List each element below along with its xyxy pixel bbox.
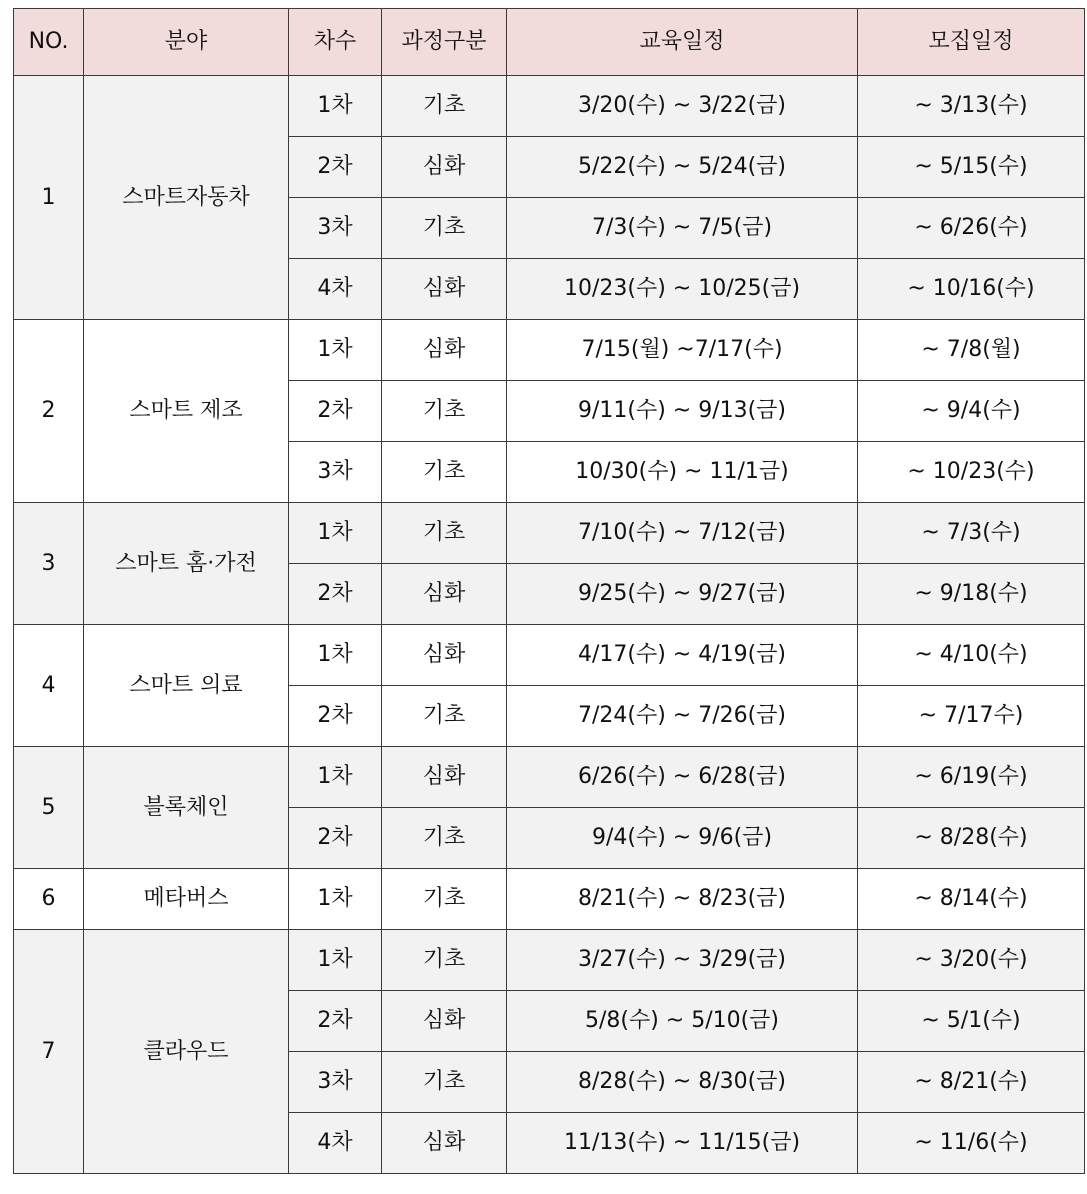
course-type-cell: 심화 [382,137,507,198]
course-type-cell: 심화 [382,625,507,686]
round-cell: 1차 [289,76,382,137]
round-cell: 2차 [289,564,382,625]
round-cell: 3차 [289,1052,382,1113]
education-schedule-cell: 9/4(수) ~ 9/6(금) [507,808,858,869]
course-type-cell: 심화 [382,991,507,1052]
recruitment-schedule-cell: ~ 7/17수) [858,686,1085,747]
course-type-cell: 기초 [382,76,507,137]
table-row [14,869,1085,930]
table-row [14,76,1085,137]
round-cell: 4차 [289,259,382,320]
field-cell: 스마트 의료 [84,625,289,747]
round-cell: 2차 [289,991,382,1052]
recruitment-schedule-cell: ~ 9/18(수) [858,564,1085,625]
education-schedule-cell: 3/27(수) ~ 3/29(금) [507,930,858,991]
header-recruitment-schedule: 모집일정 [858,9,1085,76]
header-course-type: 과정구분 [382,9,507,76]
education-schedule-cell: 6/26(수) ~ 6/28(금) [507,747,858,808]
course-type-cell: 심화 [382,564,507,625]
no-cell: 5 [14,747,84,869]
education-schedule-cell: 4/17(수) ~ 4/19(금) [507,625,858,686]
table-header [14,9,1085,76]
education-schedule-cell: 8/28(수) ~ 8/30(금) [507,1052,858,1113]
table-row [14,503,1085,564]
course-type-cell: 심화 [382,320,507,381]
recruitment-schedule-cell: ~ 6/26(수) [858,198,1085,259]
round-cell: 1차 [289,625,382,686]
education-schedule-cell: 10/23(수) ~ 10/25(금) [507,259,858,320]
round-cell: 1차 [289,930,382,991]
course-type-cell: 심화 [382,259,507,320]
round-cell: 2차 [289,381,382,442]
recruitment-schedule-cell: ~ 7/3(수) [858,503,1085,564]
header-no: NO. [14,9,84,76]
education-schedule-cell: 11/13(수) ~ 11/15(금) [507,1113,858,1174]
course-type-cell: 기초 [382,808,507,869]
round-cell: 3차 [289,198,382,259]
course-type-cell: 기초 [382,869,507,930]
no-cell: 6 [14,869,84,930]
recruitment-schedule-cell: ~ 3/20(수) [858,930,1085,991]
table-row [14,747,1085,808]
recruitment-schedule-cell: ~ 10/23(수) [858,442,1085,503]
header-education-schedule: 교육일정 [507,9,858,76]
table-row [14,625,1085,686]
course-type-cell: 기초 [382,930,507,991]
course-type-cell: 기초 [382,381,507,442]
education-schedule-cell: 7/10(수) ~ 7/12(금) [507,503,858,564]
course-type-cell: 기초 [382,442,507,503]
no-cell: 4 [14,625,84,747]
recruitment-schedule-cell: ~ 5/15(수) [858,137,1085,198]
table-row [14,930,1085,991]
schedule-table-wrapper [13,8,1084,1174]
education-schedule-cell: 9/11(수) ~ 9/13(금) [507,381,858,442]
course-type-cell: 심화 [382,747,507,808]
round-cell: 3차 [289,442,382,503]
course-type-cell: 기초 [382,1052,507,1113]
field-cell: 스마트자동차 [84,76,289,320]
recruitment-schedule-cell: ~ 8/28(수) [858,808,1085,869]
education-schedule-cell: 5/8(수) ~ 5/10(금) [507,991,858,1052]
education-schedule-cell: 7/3(수) ~ 7/5(금) [507,198,858,259]
field-cell: 스마트 홈·가전 [84,503,289,625]
recruitment-schedule-cell: ~ 9/4(수) [858,381,1085,442]
round-cell: 1차 [289,320,382,381]
no-cell: 1 [14,76,84,320]
education-schedule-cell: 3/20(수) ~ 3/22(금) [507,76,858,137]
course-type-cell: 기초 [382,503,507,564]
round-cell: 1차 [289,747,382,808]
education-schedule-cell: 9/25(수) ~ 9/27(금) [507,564,858,625]
round-cell: 1차 [289,869,382,930]
field-cell: 스마트 제조 [84,320,289,503]
no-cell: 3 [14,503,84,625]
education-schedule-cell: 10/30(수) ~ 11/1금) [507,442,858,503]
education-schedule-cell: 5/22(수) ~ 5/24(금) [507,137,858,198]
recruitment-schedule-cell: ~ 5/1(수) [858,991,1085,1052]
field-cell: 클라우드 [84,930,289,1174]
no-cell: 7 [14,930,84,1174]
no-cell: 2 [14,320,84,503]
field-cell: 메타버스 [84,869,289,930]
education-schedule-cell: 7/24(수) ~ 7/26(금) [507,686,858,747]
round-cell: 4차 [289,1113,382,1174]
course-type-cell: 기초 [382,198,507,259]
round-cell: 1차 [289,503,382,564]
header-round: 차수 [289,9,382,76]
table-row [14,320,1085,381]
table-body [14,76,1085,1174]
round-cell: 2차 [289,137,382,198]
recruitment-schedule-cell: ~ 4/10(수) [858,625,1085,686]
recruitment-schedule-cell: ~ 8/21(수) [858,1052,1085,1113]
recruitment-schedule-cell: ~ 8/14(수) [858,869,1085,930]
course-type-cell: 기초 [382,686,507,747]
round-cell: 2차 [289,686,382,747]
course-type-cell: 심화 [382,1113,507,1174]
training-schedule-table [13,8,1085,1174]
recruitment-schedule-cell: ~ 7/8(월) [858,320,1085,381]
field-cell: 블록체인 [84,747,289,869]
recruitment-schedule-cell: ~ 6/19(수) [858,747,1085,808]
education-schedule-cell: 8/21(수) ~ 8/23(금) [507,869,858,930]
recruitment-schedule-cell: ~ 10/16(수) [858,259,1085,320]
header-field: 분야 [84,9,289,76]
header-row [14,9,1085,76]
education-schedule-cell: 7/15(월) ~7/17(수) [507,320,858,381]
recruitment-schedule-cell: ~ 3/13(수) [858,76,1085,137]
recruitment-schedule-cell: ~ 11/6(수) [858,1113,1085,1174]
round-cell: 2차 [289,808,382,869]
